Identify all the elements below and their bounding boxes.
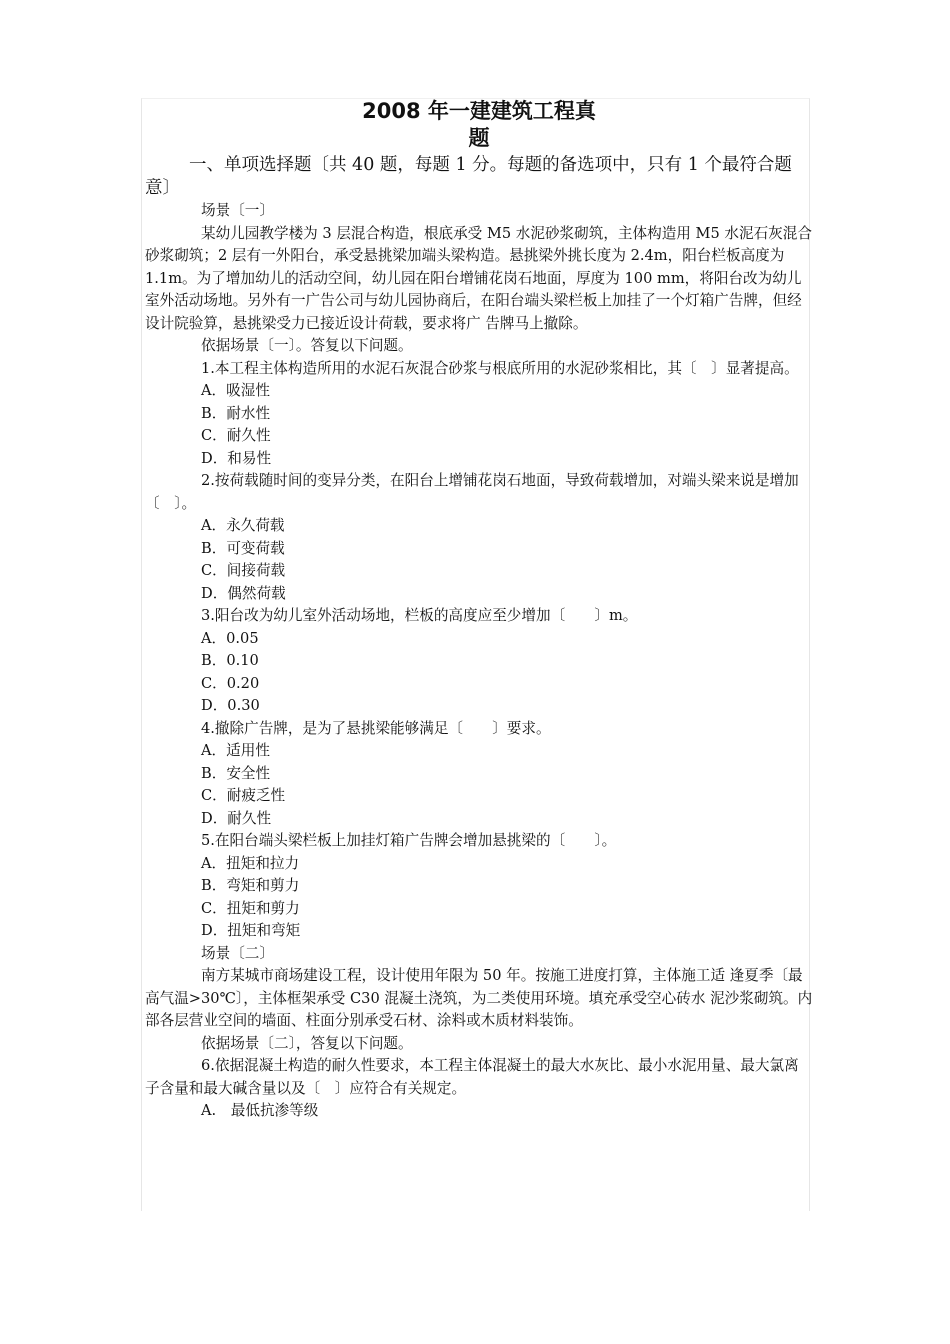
question-3-option: B．0.10 xyxy=(201,652,259,669)
question-1-option: C．耐久性 xyxy=(201,427,271,444)
document-body xyxy=(145,98,813,1123)
scene-2-text: 南方某城市商场建设工程，设计使用年限为 50 年。按施工进度打算，主体施工适 逢夏季〔最高气温>30℃〕，主体框架承受 C30 混凝土浇筑，为二类使用环境。填充承受空心砖水 泥沙浆砌筑。内部各层营业空间的墙面、柱面分别承受石材、涂料或木质材料装饰。 xyxy=(145,967,813,1029)
question-6-option: A. 最低抗渗等级 xyxy=(201,1102,319,1119)
question-4-option: A．适用性 xyxy=(201,742,270,759)
question-3-stem: 3.阳台改为幼儿室外活动场地，栏板的高度应至少增加〔 〕m。 xyxy=(201,607,638,624)
section-heading: 一、单项选择题〔共 40 题，每题 1 分。每题的备选项中，只有 1 个最符合题意〕 xyxy=(145,155,792,198)
question-1-option: A．吸湿性 xyxy=(201,382,270,399)
question-1-option: B．耐水性 xyxy=(201,404,271,422)
scene-2-label: 场景〔二〕 xyxy=(201,944,274,962)
question-2-option: B．可变荷载 xyxy=(201,539,285,557)
document-title xyxy=(145,98,813,152)
question-2-option: C．间接荷载 xyxy=(201,562,286,579)
question-1-option: D．和易性 xyxy=(201,449,272,467)
question-5-option: A．扭矩和拉力 xyxy=(201,854,300,872)
title-line-1: 2008 年一建建筑工程真 xyxy=(362,99,596,123)
question-4-stem: 4.撤除广告牌，是为了悬挑梁能够满足〔 〕要求。 xyxy=(201,719,551,737)
scene-1-label: 场景〔一〕 xyxy=(201,202,274,219)
scene-2-prompt: 依据场景〔二〕，答复以下问题。 xyxy=(201,1034,413,1052)
question-2-stem: 2.按荷载随时间的变异分类，在阳台上增铺花岗石地面，导致荷载增加，对端头梁来说是增加〔 〕。 xyxy=(145,472,799,512)
question-4-option: B．安全性 xyxy=(201,764,271,782)
question-3-option: A．0.05 xyxy=(201,629,259,647)
scene-1-prompt: 依据场景〔一〕。答复以下问题。 xyxy=(201,337,413,354)
question-5-option: D．扭矩和弯矩 xyxy=(201,922,301,939)
question-5-option: B．弯矩和剪力 xyxy=(201,877,300,894)
question-2-option: D．偶然荷载 xyxy=(201,584,286,602)
question-3-option: C．0.20 xyxy=(201,674,260,692)
question-5-option: C．扭矩和剪力 xyxy=(201,899,300,917)
question-3-option: D．0.30 xyxy=(201,697,260,714)
question-1-stem: 1.本工程主体构造所用的水泥石灰混合砂浆与根底所用的水泥砂浆相比，其〔 〕显著提高。 xyxy=(201,359,799,377)
question-4-option: D．耐久性 xyxy=(201,809,272,827)
scene-1-text: 某幼儿园教学楼为 3 层混合构造，根底承受 M5 水泥砂浆砌筑，主体构造用 M5 水泥石灰混合砂浆砌筑；2 层有一外阳台，承受悬挑梁加端头梁构造。悬挑梁外挑长度为 2.4m，阳台栏板高度为 1.1m。为了增加幼儿的活动空间，幼儿园在阳台增铺花岗石地面，厚度为 100 mm，将阳台改为幼儿室外活动场地。另外有一广告公司与幼儿园协商后，在阳台端头梁栏板上加挂了一个灯箱广告牌，但经设计院验算，悬挑梁受力已接近设计荷载，要求将广 告牌马上撤除。 xyxy=(145,224,812,332)
title-line-2: 题 xyxy=(468,126,490,150)
question-6-stem: 6.依据混凝土构造的耐久性要求，本工程主体混凝土的最大水灰比、最小水泥用量、最大氯离 子含量和最大碱含量以及〔 〕应符合有关规定。 xyxy=(145,1057,799,1097)
question-2-option: A．永久荷载 xyxy=(201,517,285,534)
question-4-option: C．耐疲乏性 xyxy=(201,787,286,804)
question-5-stem: 5.在阳台端头梁栏板上加挂灯箱广告牌会增加悬挑梁的〔 〕。 xyxy=(201,832,617,849)
